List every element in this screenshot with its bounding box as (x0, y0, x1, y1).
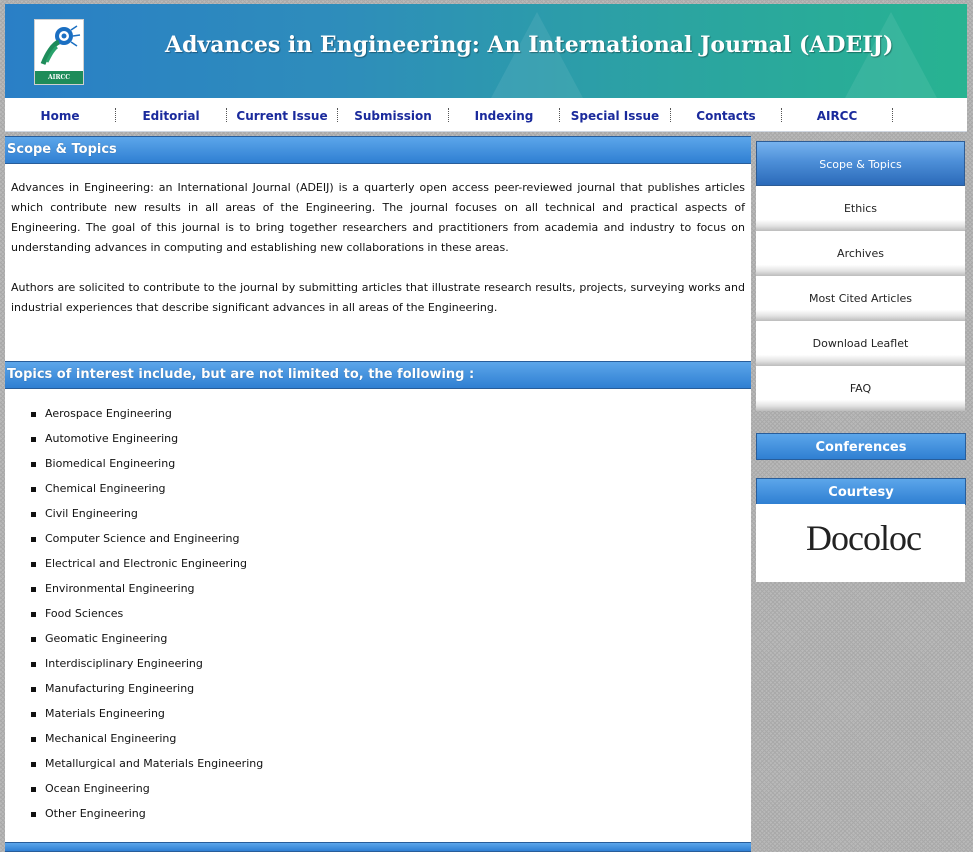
list-item: Metallurgical and Materials Engineering (45, 756, 263, 781)
sidebar-item-download-leaflet[interactable]: Download Leaflet (756, 321, 965, 366)
nav-separator (892, 108, 893, 122)
peacock-icon (35, 20, 83, 72)
list-item: Manufacturing Engineering (45, 681, 263, 706)
list-item: Ocean Engineering (45, 781, 263, 806)
list-item: Other Engineering (45, 806, 263, 831)
sidebar-item-archives[interactable]: Archives (756, 231, 965, 276)
sidebar-item-most-cited[interactable]: Most Cited Articles (756, 276, 965, 321)
list-item: Environmental Engineering (45, 581, 263, 606)
list-item: Electrical and Electronic Engineering (45, 556, 263, 581)
topics-list (5, 406, 263, 831)
authors-paragraph: Authors are solicited to contribute to the journal by submitting articles that illustrate research results, projects, surveying works and industrial experiences that describe significant advances in all areas of the Engineering. (11, 281, 745, 314)
conferences-link[interactable]: Conferences (756, 433, 966, 460)
list-item: Food Sciences (45, 606, 263, 631)
main-navigation (5, 98, 967, 132)
courtesy-heading: Courtesy (756, 478, 966, 505)
list-item: Materials Engineering (45, 706, 263, 731)
aircc-logo[interactable] (34, 19, 84, 85)
main-content (5, 136, 751, 852)
logo-caption: AIRCC (35, 71, 83, 84)
list-item: Computer Science and Engineering (45, 531, 263, 556)
journal-title: Advances in Engineering: An International Journal (ADEIJ) (165, 32, 894, 58)
courtesy-box (756, 504, 965, 582)
list-item: Civil Engineering (45, 506, 263, 531)
sidebar-item-ethics[interactable]: Ethics (756, 186, 965, 231)
list-item: Biomedical Engineering (45, 456, 263, 481)
intro-paragraph: Advances in Engineering: an International Journal (ADEIJ) is a quarterly open access peer-reviewed journal that publishes articles which contribute new results in all areas of the Engineering. The journal focuses on all technical and practical aspects of Engineering. The goal of this journal is to bring together researchers and practitioners from academia and industry to focus on understanding advances in computing and establishing new collaborations in these areas. (11, 181, 745, 254)
nav-submission[interactable]: Submission (354, 109, 432, 123)
scope-heading: Scope & Topics (5, 136, 751, 164)
nav-current-issue[interactable]: Current Issue (236, 109, 328, 123)
nav-indexing[interactable]: Indexing (474, 109, 534, 123)
nav-aircc[interactable]: AIRCC (816, 109, 858, 123)
nav-contacts[interactable]: Contacts (696, 109, 756, 123)
page (5, 4, 967, 848)
sidebar-item-scope-topics[interactable]: Scope & Topics (756, 141, 965, 186)
list-item: Interdisciplinary Engineering (45, 656, 263, 681)
list-item: Mechanical Engineering (45, 731, 263, 756)
header-banner (5, 4, 967, 98)
list-item: Chemical Engineering (45, 481, 263, 506)
list-item: Automotive Engineering (45, 431, 263, 456)
topics-heading: Topics of interest include, but are not limited to, the following : (5, 361, 751, 389)
next-section-bar (5, 842, 751, 852)
docoloc-logo[interactable]: Docoloc (806, 518, 921, 558)
sidebar-item-faq[interactable]: FAQ (756, 366, 965, 411)
nav-special-issue[interactable]: Special Issue (570, 109, 660, 123)
list-item: Aerospace Engineering (45, 406, 263, 431)
nav-editorial[interactable]: Editorial (142, 109, 200, 123)
list-item: Geomatic Engineering (45, 631, 263, 656)
nav-home[interactable]: Home (40, 109, 80, 123)
